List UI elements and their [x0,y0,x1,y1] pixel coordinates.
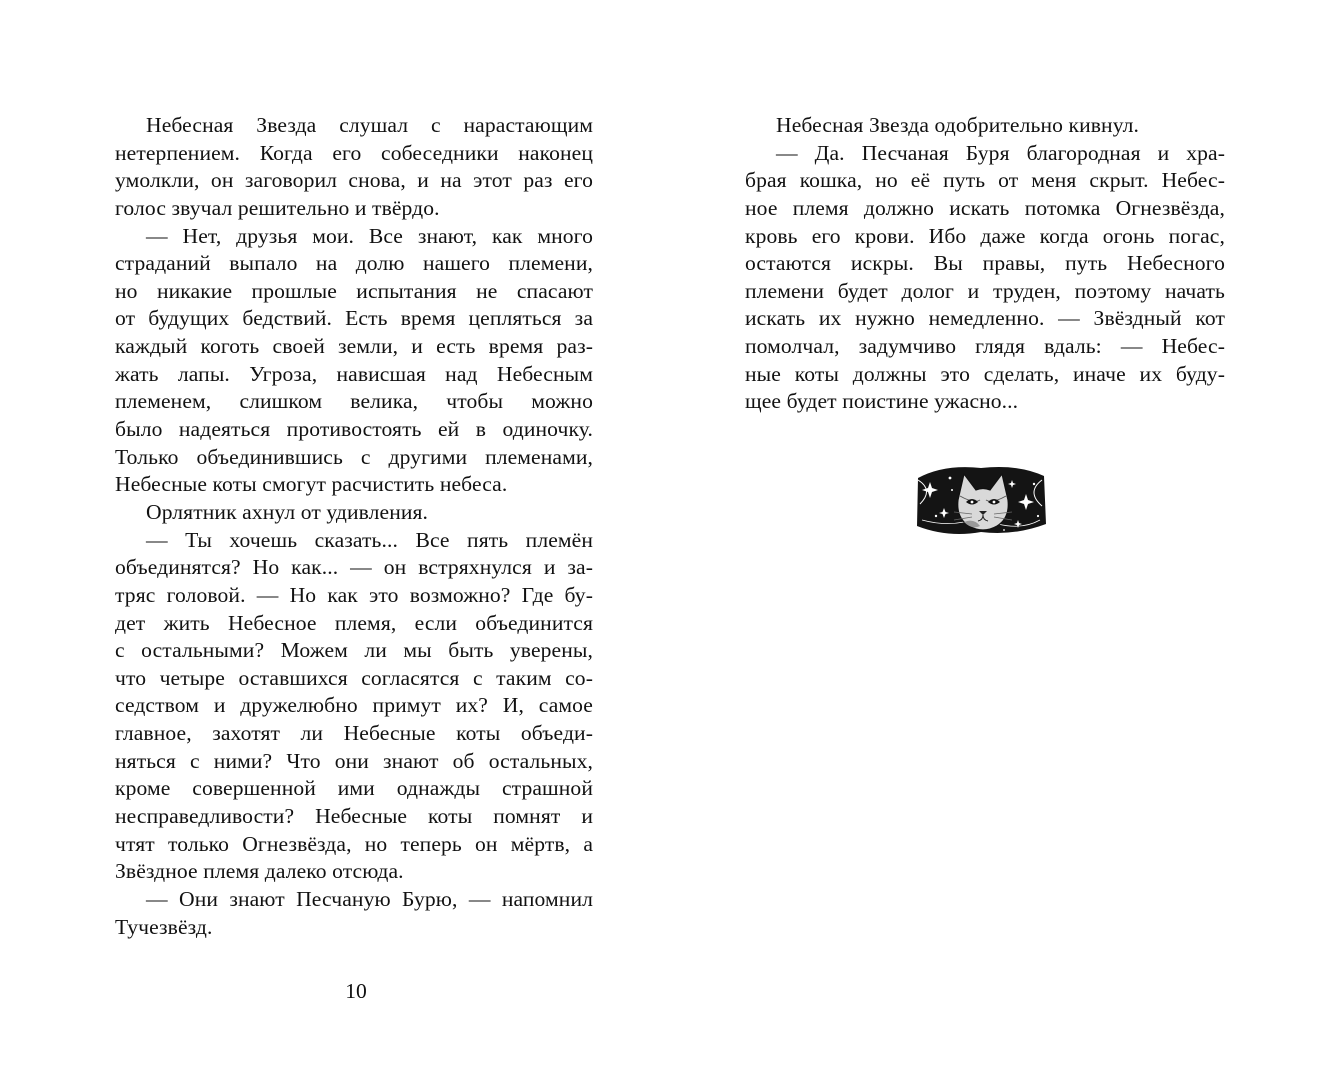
text-line: нетерпением. Когда его собеседники наконец [115,140,593,165]
text-line: кроме совершенной ими однажды страшной [115,776,593,801]
text-line: Орлятник ахнул от удивления. [146,499,429,524]
text-line: Небесная Звезда одобрительно кивнул. [776,113,1140,137]
text-line: остаются искры. Вы правы, путь Небесного [745,251,1225,276]
text-line: страданий выпало на долю нашего племени, [115,251,593,276]
text-line: ные коты должны это сделать, иначе их буду- [745,361,1225,386]
text-line: — Ты хочешь сказать... Все пять племён [146,527,593,552]
text-line: племенем, слишком велика, чтобы можно [115,389,593,414]
text-line: дет жить Небесное племя, если объединится [115,610,593,635]
text-line: умолкли, он заговорил снова, и на этот раз его [115,168,593,193]
text-line: щее будет поистине ужасно... [745,389,1019,414]
text-line: седством и дружелюбно примут их? И, самое [115,693,593,718]
text-line: ное племя должно искать потомка Огнезвёзда, [745,195,1225,220]
text-line: кровь его крови. Ибо даже когда огонь погас, [745,223,1225,248]
text-line: но никакие прошлые испытания не спасают [115,278,593,303]
text-line: несправедливости? Небесные коты помнят и [115,804,593,829]
text-line: тряс головой. — Но как это возможно? Где бу- [115,582,593,607]
text-line: главное, захотят ли Небесные коты объеди- [115,721,593,746]
text-line: Небесная Звезда слушал с нарастающим [146,113,593,137]
text-line: брая кошка, но её путь от меня скрыт. Небес- [745,168,1225,193]
text-line: искать их нужно немедленно. — Звёздный кот [745,306,1225,331]
text-line: няться с ними? Что они знают об остальных, [115,748,593,773]
text-line: — Они знают Песчаную Бурю, — напомнил [146,886,593,911]
text-line: племени будет долог и труден, поэтому начать [745,278,1225,303]
text-line: Небесные коты смогут расчистить небеса. [115,472,508,497]
text-line: что четыре оставшихся согласятся с таким со- [115,665,593,690]
text-line: голос звучал решительно и твёрдо. [115,195,440,220]
text-line: объединятся? Но как... — он встряхнулся и за- [115,555,593,580]
text-line: было надеяться противостоять ей в одиночку. [115,417,593,442]
text-line: Звёздное племя далеко отсюда. [115,859,404,884]
text-line: жать лапы. Угроза, нависшая над Небесным [115,361,593,386]
text-line: помолчал, задумчиво глядя вдаль: — Небес- [745,334,1225,359]
page-number: 10 [345,979,367,1003]
text-line: от будущих бедствий. Есть время цепляться за [115,306,593,331]
right-page-text [745,112,1225,416]
text-line: Тучезвёзд. [115,914,213,939]
starry-cat-icon [914,460,1048,542]
text-line: чтят только Огнезвёзда, но теперь он мёртв, а [115,831,593,856]
text-line: с остальными? Можем ли мы быть уверены, [115,638,593,663]
text-line: — Да. Песчаная Буря благородная и хра- [776,140,1225,165]
text-line: — Нет, друзья мои. Все знают, как много [146,223,593,248]
left-page-text [115,112,593,941]
text-line: каждый коготь своей земли, и есть время раз- [115,334,593,359]
text-line: Только объединившись с другими племенами, [115,444,593,469]
